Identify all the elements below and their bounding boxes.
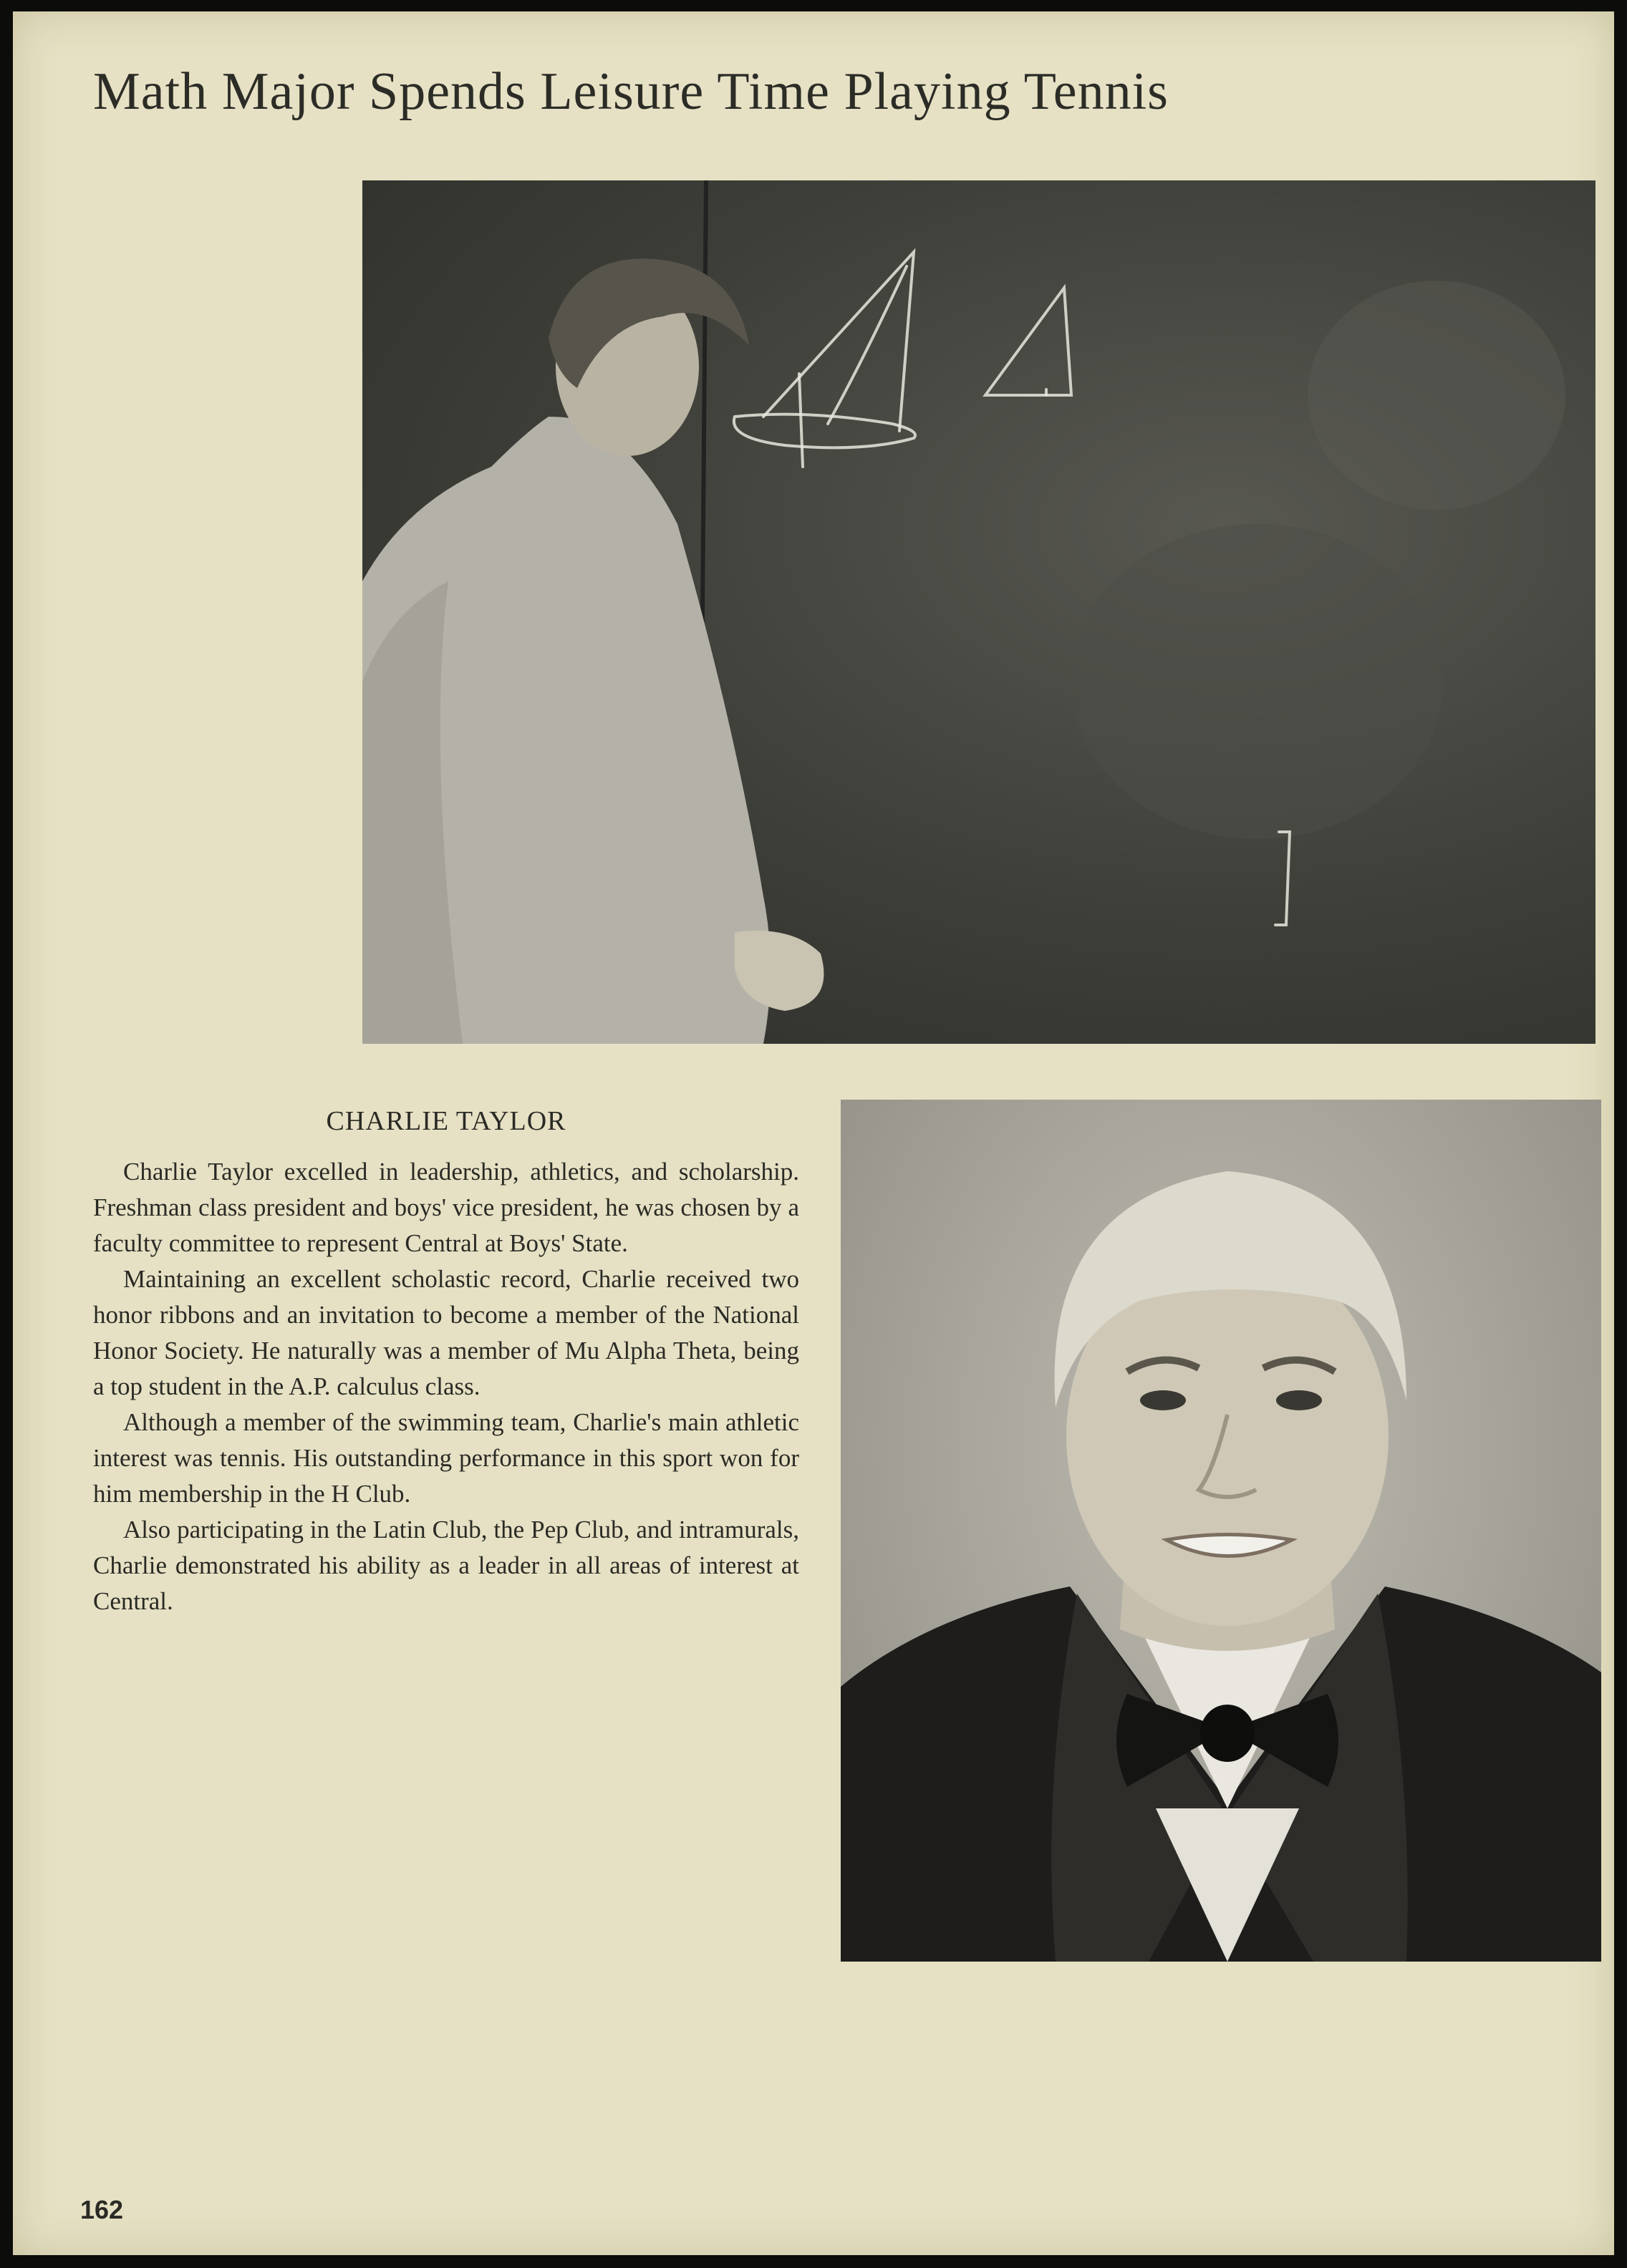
article-paragraph: Charlie Taylor excelled in leadership, athletics, and scholarship. Freshman class president and boys' vice president, he was chosen by a faculty committee to represent Central at Boys' State. bbox=[93, 1158, 799, 1257]
chalkboard-photo bbox=[362, 180, 1595, 1044]
page-title: Math Major Spends Leisure Time Playing Tennis bbox=[93, 62, 1169, 121]
article-heading: CHARLIE TAYLOR bbox=[326, 1106, 566, 1136]
article-body bbox=[93, 1154, 799, 1619]
portrait-photo-drawing bbox=[841, 1100, 1601, 1962]
page-number: 162 bbox=[80, 2195, 124, 2224]
chalkboard-photo-drawing bbox=[362, 180, 1595, 1044]
article-paragraph: Also participating in the Latin Club, the Pep Club, and intramurals, Charlie demonstrated his ability as a leader in all areas of interest at Central. bbox=[93, 1516, 799, 1615]
article-paragraph: Although a member of the swimming team, Charlie's main athletic interest was tennis. His outstanding performance in this sport won for him membership in the H Club. bbox=[93, 1408, 799, 1508]
portrait-photo bbox=[841, 1100, 1601, 1962]
yearbook-page bbox=[13, 11, 1614, 2255]
article-paragraph: Maintaining an excellent scholastic record, Charlie received two honor ribbons and an invitation to become a member of the National Honor Society. He naturally was a member of Mu Alpha Theta, being a top student in the A.P. calculus class. bbox=[93, 1265, 799, 1400]
